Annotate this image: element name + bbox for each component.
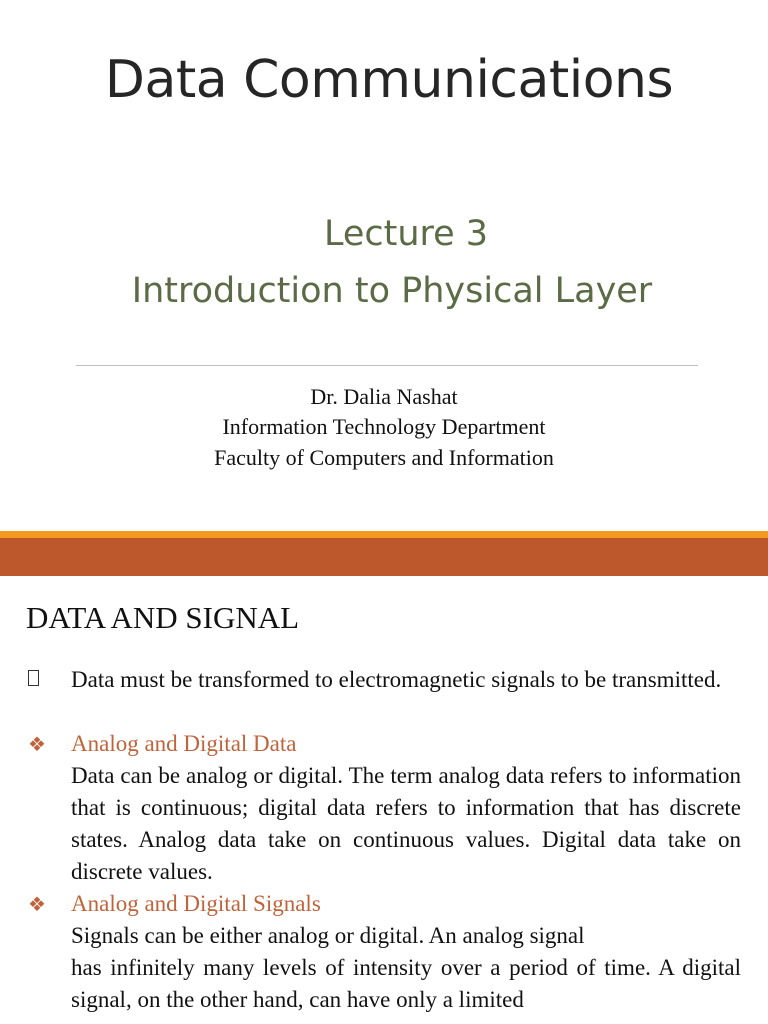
diamond-bullet-icon: ❖ — [28, 732, 46, 756]
square-bullet-icon — [28, 664, 52, 696]
intro-paragraph: Data must be transformed to electromagnetic signals to be transmitted. — [71, 667, 722, 692]
content-slide — [0, 576, 768, 1024]
author-department: Information Technology Department — [222, 414, 546, 439]
orange-accent-stripe — [0, 531, 768, 538]
slide-heading: DATA AND SIGNAL — [26, 600, 300, 635]
section-body-line-1: Signals can be either analog or digital. An analog signal — [71, 923, 585, 948]
section-heading-analog-digital-data: Analog and Digital Data — [71, 731, 297, 756]
author-faculty: Faculty of Computers and Information — [214, 445, 554, 470]
diamond-bullet-icon: ❖ — [28, 892, 46, 916]
lecture-number: Lecture 3 — [323, 214, 489, 254]
section-heading-analog-digital-signals: Analog and Digital Signals — [71, 891, 321, 916]
section-body-continued: has infinitely many levels of intensity over a period of time. A digital signal, on the other hand, can have only a limited — [71, 955, 741, 1012]
rust-slide-divider-band — [0, 538, 768, 576]
section-body-analog-digital-data: Data can be analog or digital. The term analog data refers to information that is continuous; digital data refers to information that has discrete states. Analog data take on continuous values. Digital data take on discrete values. — [71, 763, 741, 884]
divider-line — [76, 365, 698, 366]
author-name: Dr. Dalia Nashat — [310, 384, 458, 409]
section-body-analog-digital-signals — [71, 920, 741, 1016]
presentation-title: Data Communications — [104, 50, 674, 110]
lecture-topic: Introduction to Physical Layer — [131, 271, 653, 311]
